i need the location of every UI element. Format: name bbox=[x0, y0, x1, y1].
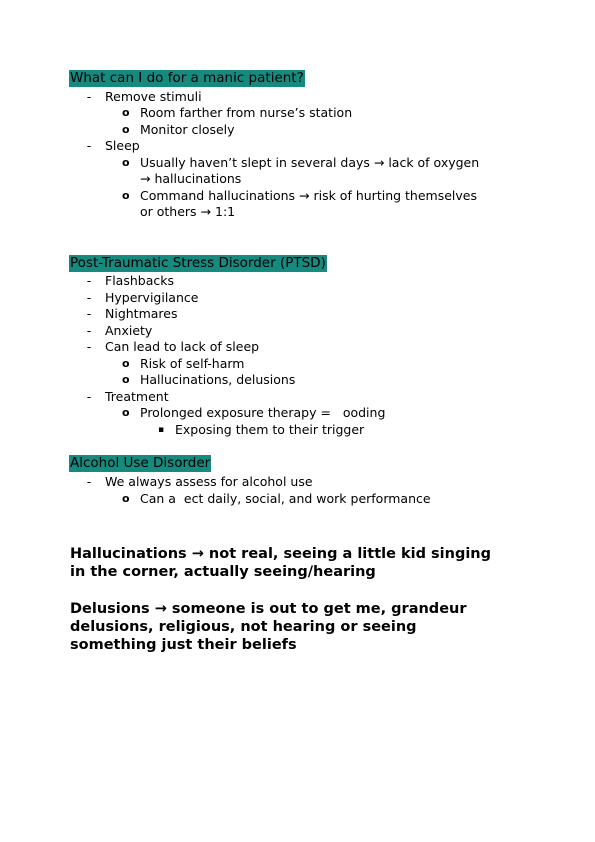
list-subsubitem: Exposing them to their trigger bbox=[175, 422, 365, 437]
list-subitem: Room farther from nurse’s station bbox=[140, 105, 353, 120]
circle-bullet: o bbox=[122, 189, 130, 202]
note-hallucinations-line2: in the corner, actually seeing/hearing bbox=[70, 564, 376, 580]
list-subitem: Hallucinations, delusions bbox=[140, 372, 296, 387]
list-item: Remove stimuli bbox=[105, 89, 202, 104]
dash-bullet: - bbox=[86, 323, 92, 338]
dash-bullet: - bbox=[86, 138, 92, 153]
list-item: Hypervigilance bbox=[105, 290, 199, 305]
list-item: Anxiety bbox=[105, 323, 153, 338]
list-subitem-continued: or others → 1:1 bbox=[140, 204, 236, 219]
list-subitem: Monitor closely bbox=[140, 122, 235, 137]
dash-bullet: - bbox=[86, 273, 92, 288]
note-delusions-line1: Delusions → someone is out to get me, grandeur bbox=[70, 601, 467, 617]
dash-bullet: - bbox=[86, 290, 92, 305]
circle-bullet: o bbox=[122, 156, 130, 169]
list-subitem: Prolonged exposure therapy = ooding bbox=[140, 405, 386, 420]
circle-bullet: o bbox=[122, 357, 130, 370]
note-hallucinations-line1: Hallucinations → not real, seeing a little kid singing bbox=[70, 546, 492, 562]
dash-bullet: - bbox=[86, 306, 92, 321]
dash-bullet: - bbox=[86, 339, 92, 354]
list-subitem: Usually haven’t slept in several days → lack of oxygen bbox=[140, 155, 480, 170]
list-subitem: Risk of self-harm bbox=[140, 356, 245, 371]
circle-bullet: o bbox=[122, 373, 130, 386]
section-heading-ptsd: Post-Traumatic Stress Disorder (PTSD) bbox=[70, 255, 326, 271]
list-item: We always assess for alcohol use bbox=[105, 474, 313, 489]
list-item: Treatment bbox=[105, 389, 169, 404]
dash-bullet: - bbox=[86, 89, 92, 104]
list-subitem: Command hallucinations → risk of hurting themselves bbox=[140, 188, 477, 203]
circle-bullet: o bbox=[122, 123, 130, 136]
circle-bullet: o bbox=[122, 406, 130, 419]
section-heading-alcohol: Alcohol Use Disorder bbox=[70, 455, 211, 471]
dash-bullet: - bbox=[86, 389, 92, 404]
list-item: Flashbacks bbox=[105, 273, 174, 288]
circle-bullet: o bbox=[122, 106, 130, 119]
note-delusions-line2: delusions, religious, not hearing or seeing bbox=[70, 619, 417, 635]
circle-bullet: o bbox=[122, 492, 130, 505]
note-delusions-line3: something just their beliefs bbox=[70, 637, 297, 653]
list-item: Can lead to lack of sleep bbox=[105, 339, 260, 354]
list-item: Sleep bbox=[105, 138, 140, 153]
list-item: Nightmares bbox=[105, 306, 178, 321]
square-bullet: ▪ bbox=[158, 425, 165, 435]
section-heading-manic: What can I do for a manic patient? bbox=[70, 70, 304, 86]
list-subitem-continued: → hallucinations bbox=[140, 171, 242, 186]
list-subitem: Can a ect daily, social, and work performance bbox=[140, 491, 431, 506]
dash-bullet: - bbox=[86, 474, 92, 489]
